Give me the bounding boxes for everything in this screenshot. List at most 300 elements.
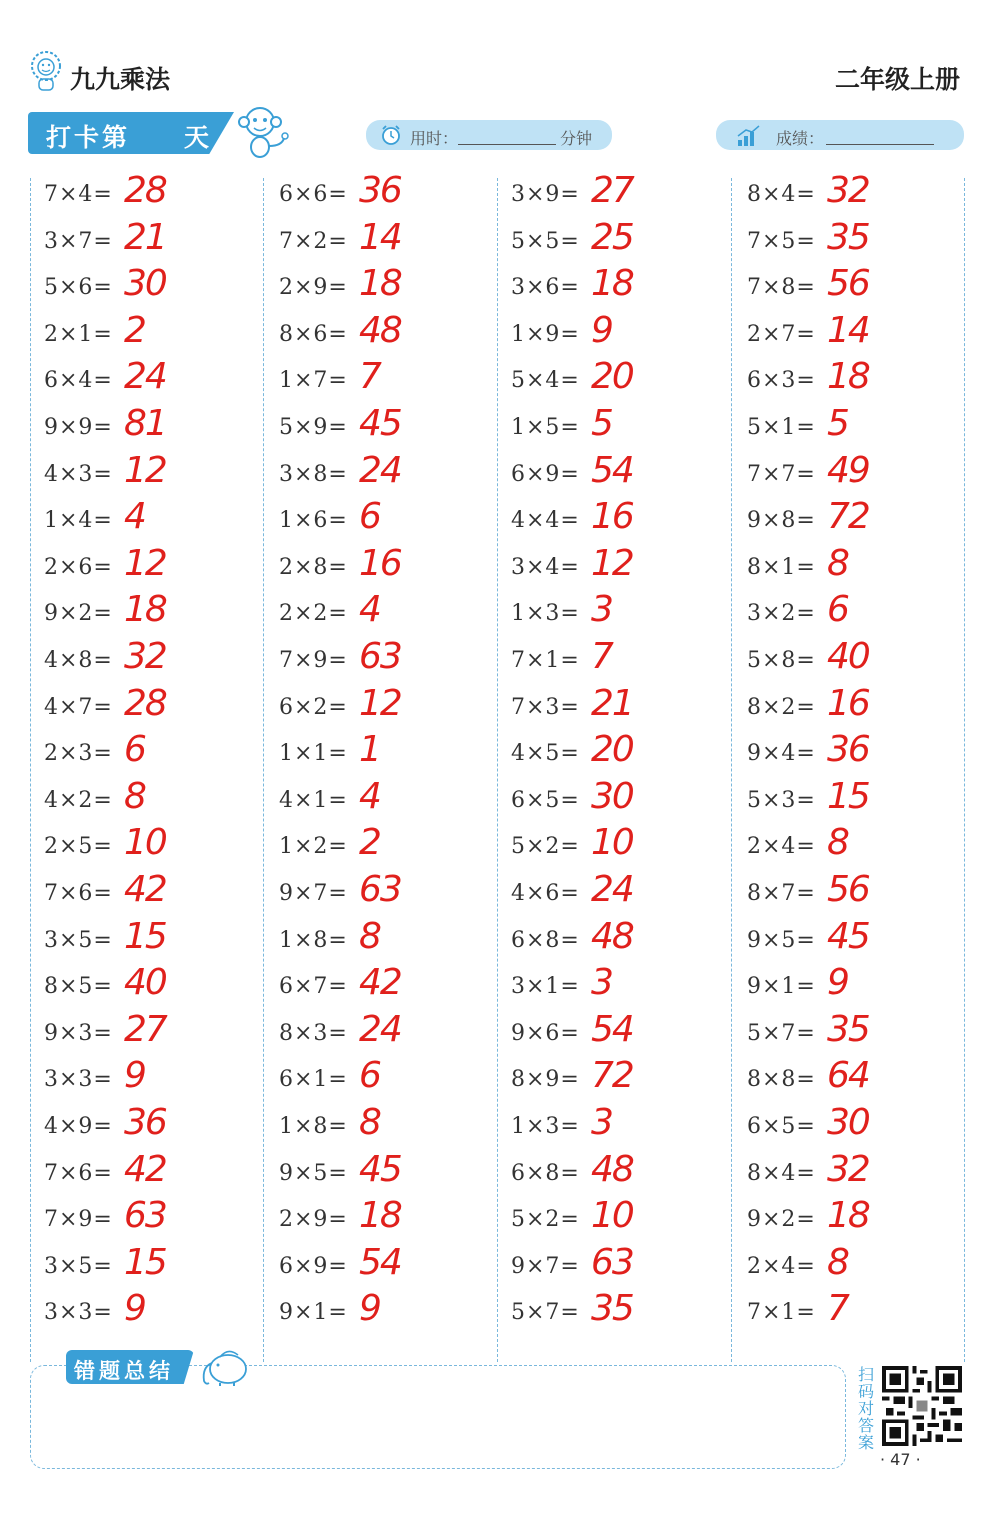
problem-cell <box>44 358 259 404</box>
problem-cell <box>747 449 962 498</box>
problem-cell <box>44 1197 259 1243</box>
column-divider <box>263 178 264 1362</box>
problem-answer: 27 <box>591 170 633 211</box>
problem-cell <box>747 1057 962 1103</box>
problem-cell <box>279 309 494 358</box>
problem-question: 8×2= <box>747 694 816 720</box>
problem-cell <box>279 775 494 824</box>
problem-question: 6×7= <box>279 974 348 1000</box>
problem-answer: 8 <box>124 775 145 817</box>
problem-answer: 18 <box>591 263 633 305</box>
problem-question: 9×1= <box>279 1300 348 1326</box>
problem-cell <box>279 1104 494 1150</box>
problem-cell <box>511 1008 726 1057</box>
column-divider <box>497 178 498 1362</box>
problem-cell <box>511 542 726 591</box>
problem-cell <box>44 1148 259 1197</box>
problem-question: 2×8= <box>279 554 348 580</box>
problem-answer: 18 <box>827 1195 869 1237</box>
problem-answer: 20 <box>591 729 633 771</box>
problem-cell <box>747 216 962 265</box>
problem-question: 3×3= <box>44 1300 113 1326</box>
problem-question: 8×5= <box>44 974 113 1000</box>
problem-question: 4×3= <box>44 461 113 487</box>
problem-question: 1×3= <box>511 601 580 627</box>
problem-question: 2×2= <box>279 601 348 627</box>
problem-answer: 6 <box>124 729 145 771</box>
problem-question: 5×9= <box>279 415 348 440</box>
problem-cell <box>511 1104 726 1150</box>
problem-answer: 18 <box>827 356 869 398</box>
mistake-summary-label: 错题总结 <box>74 1359 174 1383</box>
problem-answer: 8 <box>827 1241 848 1283</box>
problem-question: 4×9= <box>44 1114 113 1139</box>
problem-answer: 12 <box>124 449 166 491</box>
problem-answer: 7 <box>359 356 380 398</box>
problem-answer: 9 <box>359 1288 380 1330</box>
problem-cell <box>747 591 962 637</box>
problem-answer: 6 <box>359 1055 380 1097</box>
problem-question: 3×5= <box>44 1253 113 1279</box>
problem-cell <box>44 871 259 917</box>
problem-question: 9×8= <box>747 508 816 534</box>
time-unit: 分钟 <box>560 129 593 148</box>
problem-cell <box>511 682 726 731</box>
problem-cell <box>511 964 726 1010</box>
problem-cell <box>511 915 726 964</box>
problem-question: 5×8= <box>747 648 816 673</box>
problem-question: 3×4= <box>511 554 580 580</box>
problem-cell <box>511 265 726 311</box>
problem-answer: 63 <box>124 1195 166 1237</box>
score-blank[interactable] <box>826 126 934 145</box>
problem-answer: 6 <box>827 589 848 631</box>
problem-answer: 64 <box>827 1055 869 1097</box>
problem-cell <box>44 1008 259 1057</box>
problem-cell <box>44 591 259 637</box>
problem-cell <box>44 964 259 1010</box>
problem-question: 1×2= <box>279 834 348 860</box>
problem-answer: 16 <box>827 682 869 724</box>
problem-cell <box>511 775 726 824</box>
problem-answer: 12 <box>359 682 401 724</box>
problem-question: 5×7= <box>747 1020 816 1046</box>
problem-answer: 24 <box>359 449 401 491</box>
problem-question: 9×5= <box>279 1160 348 1186</box>
problem-question: 9×7= <box>279 881 348 906</box>
problem-cell <box>511 638 726 684</box>
problem-cell <box>747 1104 962 1150</box>
problem-answer: 54 <box>591 449 633 491</box>
problem-cell <box>279 591 494 637</box>
problem-answer: 12 <box>591 542 633 584</box>
problem-question: 1×4= <box>44 508 113 534</box>
problem-cell <box>279 358 494 404</box>
problem-question: 6×3= <box>747 368 816 394</box>
problem-cell <box>44 638 259 684</box>
problem-answer: 15 <box>124 915 166 957</box>
problem-answer: 8 <box>359 1102 380 1143</box>
problem-question: 6×8= <box>511 927 580 953</box>
problem-cell <box>44 775 259 824</box>
problem-question: 1×8= <box>279 1114 348 1139</box>
problem-answer: 20 <box>591 356 633 398</box>
problem-answer: 54 <box>359 1241 401 1283</box>
problem-cell <box>279 638 494 684</box>
problem-answer: 63 <box>591 1241 633 1283</box>
problem-answer: 72 <box>827 496 869 538</box>
problem-answer: 32 <box>124 636 166 677</box>
problem-answer: 2 <box>124 309 145 351</box>
problem-question: 9×2= <box>44 601 113 627</box>
problem-cell <box>747 1290 962 1336</box>
problem-answer: 3 <box>591 962 612 1004</box>
problem-cell <box>279 682 494 731</box>
problem-answer: 36 <box>827 729 869 771</box>
problem-answer: 56 <box>827 869 869 910</box>
problem-cell <box>747 915 962 964</box>
problem-cell <box>44 824 259 870</box>
problem-answer: 18 <box>359 1195 401 1237</box>
problem-question: 5×2= <box>511 834 580 860</box>
problem-question: 8×1= <box>747 554 816 580</box>
problem-cell <box>747 1241 962 1290</box>
problem-cell <box>511 216 726 265</box>
problem-answer: 72 <box>591 1055 633 1097</box>
problem-question: 1×7= <box>279 368 348 394</box>
checkin-label: 打卡第 <box>46 123 131 152</box>
problem-question: 2×4= <box>747 834 816 860</box>
problem-question: 8×9= <box>511 1067 580 1093</box>
problem-question: 7×1= <box>747 1300 816 1326</box>
problem-question: 9×7= <box>511 1253 580 1279</box>
problem-cell <box>44 682 259 731</box>
problem-answer: 28 <box>124 170 166 211</box>
problem-question: 5×7= <box>511 1300 580 1326</box>
page-title: 九九乘法 <box>70 65 171 94</box>
problem-question: 5×6= <box>44 275 113 301</box>
problem-answer: 30 <box>827 1102 869 1143</box>
problem-answer: 63 <box>359 636 401 677</box>
problem-cell <box>511 172 726 218</box>
problem-answer: 16 <box>359 542 401 584</box>
problem-answer: 6 <box>359 496 380 538</box>
problem-answer: 56 <box>827 263 869 305</box>
column-divider <box>964 178 965 1362</box>
problem-question: 2×6= <box>44 554 113 580</box>
problem-answer: 8 <box>827 822 848 864</box>
problem-answer: 15 <box>827 775 869 817</box>
problem-answer: 49 <box>827 449 869 491</box>
problem-question: 8×4= <box>747 1160 816 1186</box>
problem-cell <box>44 498 259 544</box>
problem-question: 3×5= <box>44 927 113 953</box>
problem-question: 8×7= <box>747 881 816 906</box>
problem-answer: 14 <box>359 216 401 258</box>
problem-question: 1×8= <box>279 927 348 953</box>
problem-question: 9×9= <box>44 415 113 440</box>
qr-code-icon[interactable] <box>880 1366 964 1446</box>
problem-answer: 5 <box>591 403 612 444</box>
problem-question: 5×1= <box>747 415 816 440</box>
problem-answer: 18 <box>124 589 166 631</box>
problem-answer: 54 <box>591 1008 633 1050</box>
problem-question: 7×8= <box>747 275 816 301</box>
problem-cell <box>747 1148 962 1197</box>
time-label: 用时： <box>410 129 459 148</box>
problem-cell <box>279 1008 494 1057</box>
problem-cell <box>279 824 494 870</box>
problem-answer: 10 <box>124 822 166 864</box>
lion-icon <box>28 50 64 92</box>
problem-cell <box>44 915 259 964</box>
problem-question: 3×8= <box>279 461 348 487</box>
problem-answer: 8 <box>359 915 380 957</box>
problem-cell <box>44 172 259 218</box>
problem-answer: 10 <box>591 822 633 864</box>
problem-answer: 35 <box>591 1288 633 1330</box>
problem-answer: 5 <box>827 403 848 444</box>
problem-answer: 35 <box>827 216 869 258</box>
problem-cell <box>511 309 726 358</box>
problem-answer: 21 <box>591 682 633 724</box>
scan-answer-text: 扫码对答案 <box>858 1365 875 1452</box>
problem-cell <box>44 405 259 451</box>
problem-question: 1×6= <box>279 508 348 534</box>
checkin-day-label: 天 <box>184 123 210 152</box>
problem-question: 9×4= <box>747 741 816 767</box>
problem-question: 5×2= <box>511 1207 580 1233</box>
problem-answer: 36 <box>124 1102 166 1143</box>
problem-question: 3×9= <box>511 182 580 207</box>
problem-answer: 1 <box>359 729 380 771</box>
problem-answer: 24 <box>124 356 166 398</box>
problem-answer: 3 <box>591 589 612 631</box>
problem-question: 8×6= <box>279 321 348 347</box>
problem-cell <box>44 542 259 591</box>
problem-question: 9×2= <box>747 1207 816 1233</box>
problem-cell <box>279 265 494 311</box>
problem-cell <box>279 216 494 265</box>
problem-question: 9×6= <box>511 1020 580 1046</box>
problem-cell <box>747 871 962 917</box>
problem-question: 4×1= <box>279 787 348 813</box>
problem-cell <box>279 1241 494 1290</box>
problem-question: 9×3= <box>44 1020 113 1046</box>
problem-answer: 40 <box>827 636 869 677</box>
problem-question: 6×5= <box>511 787 580 813</box>
score-label: 成绩： <box>776 129 825 148</box>
problem-answer: 14 <box>827 309 869 351</box>
problem-cell <box>511 1057 726 1103</box>
problem-cell <box>44 309 259 358</box>
problem-cell <box>44 1241 259 1290</box>
problem-question: 4×5= <box>511 741 580 767</box>
problem-answer: 45 <box>827 915 869 957</box>
problem-answer: 8 <box>827 542 848 584</box>
problem-cell <box>279 1148 494 1197</box>
problem-cell <box>44 1057 259 1103</box>
problem-answer: 48 <box>591 915 633 957</box>
problem-question: 8×4= <box>747 182 816 207</box>
problem-cell <box>747 731 962 777</box>
problem-question: 1×1= <box>279 741 348 767</box>
page-number: · 47 · <box>880 1450 921 1469</box>
problem-cell <box>747 1008 962 1057</box>
problem-question: 9×5= <box>747 927 816 953</box>
problem-answer: 32 <box>827 1148 869 1190</box>
problem-cell <box>747 824 962 870</box>
problem-cell <box>511 1197 726 1243</box>
problem-question: 6×2= <box>279 694 348 720</box>
problem-question: 3×6= <box>511 275 580 301</box>
problem-cell <box>511 871 726 917</box>
problem-answer: 16 <box>591 496 633 538</box>
monkey-icon <box>230 100 292 160</box>
problem-answer: 9 <box>124 1055 145 1097</box>
problem-question: 6×4= <box>44 368 113 394</box>
problem-question: 2×9= <box>279 1207 348 1233</box>
problem-cell <box>511 1290 726 1336</box>
problem-cell <box>279 542 494 591</box>
problem-cell <box>511 1148 726 1197</box>
problem-question: 7×1= <box>511 648 580 673</box>
problem-question: 3×1= <box>511 974 580 1000</box>
problem-question: 5×4= <box>511 368 580 394</box>
problem-question: 1×3= <box>511 1114 580 1139</box>
problem-cell <box>747 964 962 1010</box>
problem-answer: 48 <box>359 309 401 351</box>
problem-cell <box>511 591 726 637</box>
problem-answer: 25 <box>591 216 633 258</box>
problem-question: 3×2= <box>747 601 816 627</box>
problem-question: 5×5= <box>511 228 580 254</box>
problem-question: 7×9= <box>279 648 348 673</box>
problem-question: 6×6= <box>279 182 348 207</box>
problem-answer: 42 <box>359 962 401 1004</box>
problem-question: 7×4= <box>44 182 113 207</box>
problem-question: 2×4= <box>747 1253 816 1279</box>
problem-answer: 3 <box>591 1102 612 1143</box>
problem-question: 7×6= <box>44 1160 113 1186</box>
problem-cell <box>511 498 726 544</box>
problem-question: 7×5= <box>747 228 816 254</box>
problem-question: 3×7= <box>44 228 113 254</box>
alarm-clock-icon <box>380 124 402 146</box>
grade-label: 二年级上册 <box>834 65 960 94</box>
problem-answer: 24 <box>591 869 633 910</box>
problem-question: 7×2= <box>279 228 348 254</box>
problem-answer: 15 <box>124 1241 166 1283</box>
problem-answer: 7 <box>591 636 612 677</box>
problem-cell <box>511 824 726 870</box>
problem-answer: 12 <box>124 542 166 584</box>
problem-cell <box>747 358 962 404</box>
problem-question: 6×5= <box>747 1114 816 1139</box>
problem-question: 2×1= <box>44 321 113 347</box>
column-divider <box>731 178 732 1362</box>
problem-question: 4×6= <box>511 881 580 906</box>
problem-cell <box>44 449 259 498</box>
problem-cell <box>279 964 494 1010</box>
problem-question: 2×5= <box>44 834 113 860</box>
problem-answer: 45 <box>359 403 401 444</box>
problem-cell <box>279 1290 494 1336</box>
problem-question: 6×1= <box>279 1067 348 1093</box>
problem-answer: 32 <box>827 170 869 211</box>
problem-answer: 9 <box>124 1288 145 1330</box>
problem-answer: 36 <box>359 170 401 211</box>
problem-cell <box>44 731 259 777</box>
problem-question: 4×2= <box>44 787 113 813</box>
problem-cell <box>279 1057 494 1103</box>
problem-cell <box>44 1104 259 1150</box>
problem-answer: 48 <box>591 1148 633 1190</box>
problem-cell <box>279 449 494 498</box>
problem-cell <box>747 265 962 311</box>
problem-answer: 30 <box>591 775 633 817</box>
problem-answer: 28 <box>124 682 166 724</box>
problem-answer: 4 <box>124 496 145 538</box>
problem-cell <box>747 172 962 218</box>
problem-cell <box>279 405 494 451</box>
chart-bars-icon <box>736 124 762 148</box>
problem-cell <box>747 682 962 731</box>
problem-answer: 9 <box>827 962 848 1004</box>
problem-question: 7×7= <box>747 461 816 487</box>
problem-answer: 27 <box>124 1008 166 1050</box>
problem-answer: 63 <box>359 869 401 910</box>
problem-cell <box>511 405 726 451</box>
problem-answer: 4 <box>359 589 380 631</box>
problem-question: 1×5= <box>511 415 580 440</box>
problem-answer: 42 <box>124 869 166 910</box>
problem-answer: 30 <box>124 263 166 305</box>
column-divider <box>30 178 31 1362</box>
time-blank[interactable] <box>458 126 556 145</box>
problem-cell <box>511 731 726 777</box>
problem-question: 8×8= <box>747 1067 816 1093</box>
problem-question: 7×3= <box>511 694 580 720</box>
problem-cell <box>747 638 962 684</box>
problem-question: 6×8= <box>511 1160 580 1186</box>
problem-answer: 35 <box>827 1008 869 1050</box>
problem-question: 2×9= <box>279 275 348 301</box>
problem-answer: 81 <box>124 403 166 444</box>
problem-cell <box>747 498 962 544</box>
problem-question: 1×9= <box>511 321 580 347</box>
problem-question: 5×3= <box>747 787 816 813</box>
elephant-icon <box>198 1345 254 1387</box>
problem-answer: 42 <box>124 1148 166 1190</box>
problem-cell <box>44 1290 259 1336</box>
problem-question: 3×3= <box>44 1067 113 1093</box>
problem-cell <box>511 1241 726 1290</box>
problem-question: 4×7= <box>44 694 113 720</box>
problem-cell <box>279 731 494 777</box>
problem-answer: 9 <box>591 309 612 351</box>
problem-question: 6×9= <box>279 1253 348 1279</box>
problem-question: 4×8= <box>44 648 113 673</box>
problem-cell <box>511 358 726 404</box>
problem-answer: 45 <box>359 1148 401 1190</box>
problem-answer: 24 <box>359 1008 401 1050</box>
problem-cell <box>511 449 726 498</box>
problem-cell <box>279 915 494 964</box>
problem-question: 9×1= <box>747 974 816 1000</box>
problem-question: 7×9= <box>44 1207 113 1233</box>
problem-question: 8×3= <box>279 1020 348 1046</box>
